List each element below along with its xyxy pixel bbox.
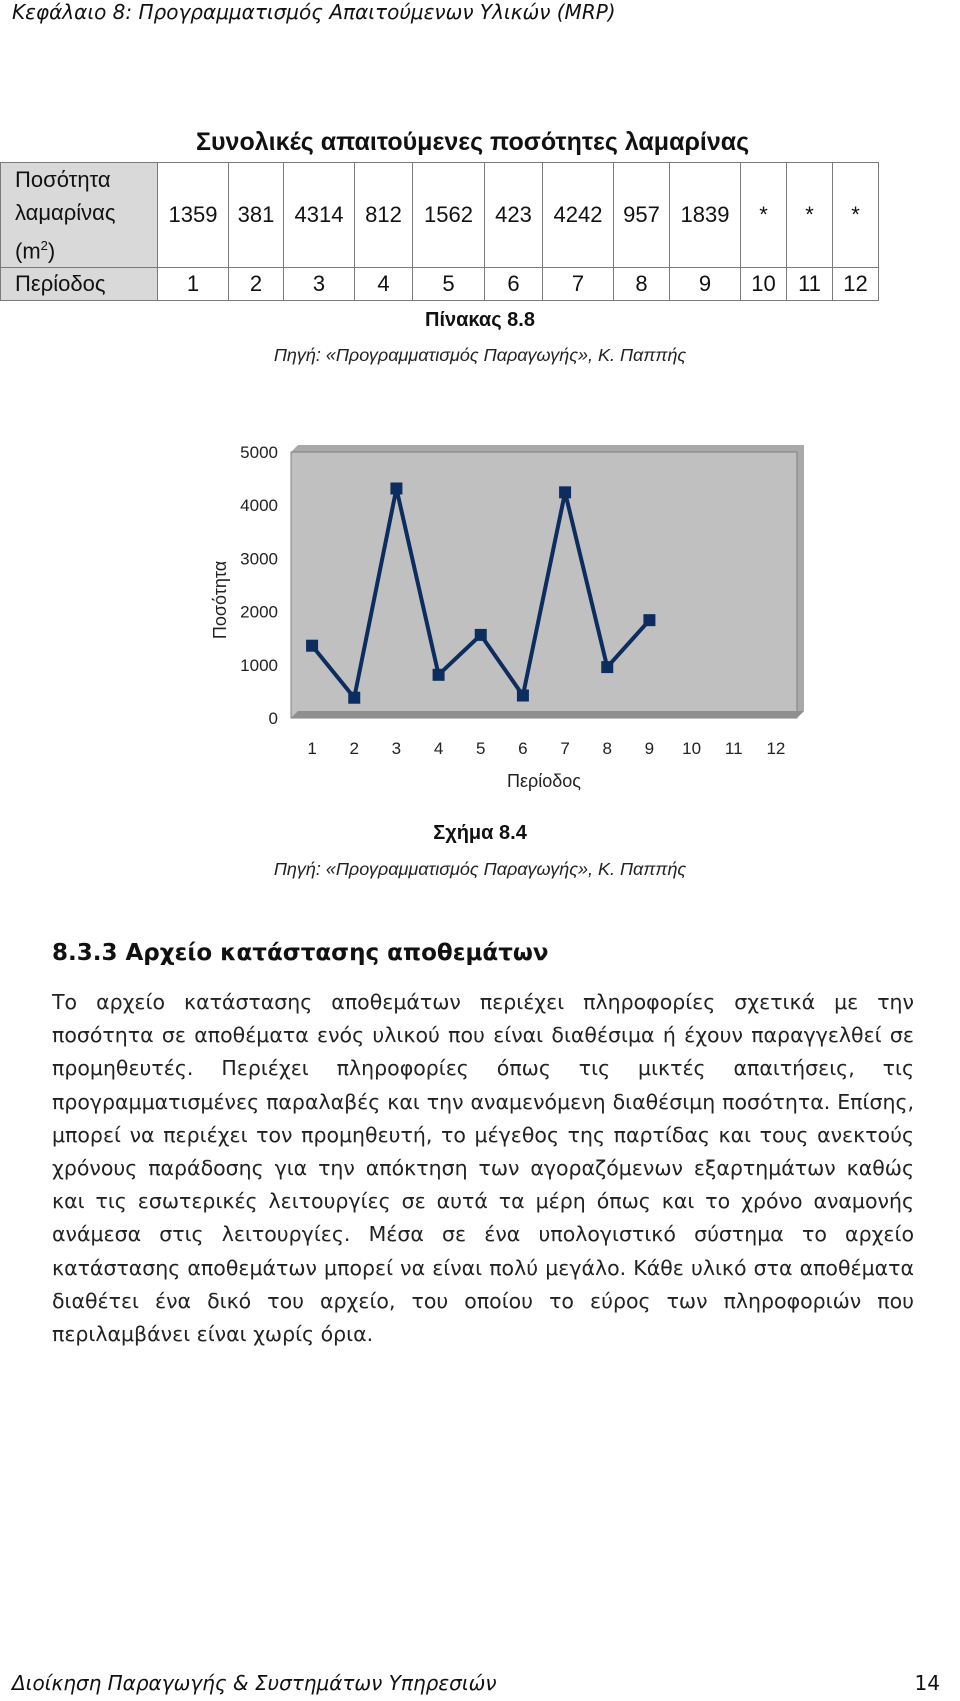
footer-title: Διοίκηση Παραγωγής & Συστημάτων Υπηρεσιών [12, 1671, 497, 1695]
x-tick-label: 12 [766, 739, 786, 758]
y-tick-label: 3000 [240, 549, 278, 569]
quantity-line-chart [0, 0, 960, 800]
x-tick-label: 7 [560, 739, 570, 758]
data-point-marker [559, 486, 571, 498]
period-cell: 12 [833, 268, 879, 301]
data-point-marker [601, 661, 613, 673]
x-tick-label: 4 [433, 739, 444, 758]
quantity-cell: 4242 [543, 163, 614, 268]
label-line: ) [47, 238, 56, 264]
table-caption: Πίνακας 8.8 [425, 309, 535, 331]
x-tick-label: 5 [476, 739, 486, 758]
x-tick-label: 9 [644, 739, 655, 758]
quantity-cell: * [833, 163, 879, 268]
quantity-cell: 1359 [158, 163, 229, 268]
x-tick-label: 3 [391, 739, 402, 758]
quantity-cell: 423 [485, 163, 543, 268]
y-tick-label: 1000 [240, 655, 278, 675]
x-tick-label: 1 [307, 739, 317, 758]
table-source: Πηγή: «Προγραμματισμός Παραγωγής», Κ. Παππής [273, 345, 687, 365]
y-axis-title: Ποσότητα [210, 560, 230, 640]
y-tick-label: 4000 [240, 496, 278, 516]
period-cell: 9 [670, 268, 741, 301]
page-number: 14 [914, 1671, 940, 1695]
data-point-marker [517, 689, 529, 701]
period-cell: 6 [485, 268, 543, 301]
data-point-marker [306, 640, 318, 652]
quantity-cell: 1839 [670, 163, 741, 268]
x-tick-label: 2 [349, 739, 359, 758]
x-axis-title: Περίοδος [507, 771, 581, 791]
period-cell: 11 [787, 268, 833, 301]
quantity-cell: 812 [355, 163, 413, 268]
period-cell: 10 [741, 268, 787, 301]
figure-caption: Σχήμα 8.4 [433, 822, 527, 844]
data-point-marker [390, 482, 402, 494]
period-cell: 2 [229, 268, 284, 301]
plot-floor [291, 711, 804, 718]
y-tick-label: 5000 [240, 443, 278, 462]
table-title: Συνολικές απαιτούμενες ποσότητες λαμαρίνας [196, 128, 750, 156]
figure-source: Πηγή: «Προγραμματισμός Παραγωγής», Κ. Παππής [273, 859, 687, 879]
page-footer [12, 1671, 940, 1695]
quantity-cell: 957 [614, 163, 670, 268]
quantity-cell: 381 [229, 163, 284, 268]
section-paragraph: Το αρχείο κατάστασης αποθεμάτων περιέχει πληροφορίες σχετικά με την ποσότητα σε αποθέματα ενός υλικού που είναι διαθέσιμα ή έχουν παραγγελθεί σε προμηθευτές. Περιέχει πληροφορίες όπως τις μικτές απαιτήσεις, τις προγραμματισμένες παραλαβές και την αναμενόμενη διαθέσιμη ποσότητα. Επίσης, μπορεί να περιέχει τον προμηθευτή, το μέγεθος της παρτίδας και τους ανεκτούς χρόνους παράδοσης για την απόκτηση των αγοραζόμενων εξαρτημάτων καθώς και τις εσωτερικές λειτουργίες σε αυτά τα μέρη όπως και το χρόνο αναμονής ανάμεσα στις λειτουργίες. Μέσα σε ένα υπολογιστικό σύστημα το αρχείο κατάστασης αποθεμάτων μπορεί να είναι πολύ μεγάλο. Κάθε υλικό στα αποθέματα διαθέτει ένα δικό του αρχείο, του οποίου το εύρος των πληροφοριών που περιλαμβάνει είναι χωρίς όρια. [52, 990, 914, 1347]
period-cell: 5 [413, 268, 485, 301]
period-cell: 7 [543, 268, 614, 301]
data-point-marker [433, 669, 445, 681]
page-header: Κεφάλαιο 8: Προγραμματισμός Απαιτούμενων Υλικών (MRP) [12, 0, 616, 24]
data-point-marker [643, 614, 655, 626]
x-tick-label: 8 [602, 739, 612, 758]
label-line: (m [15, 238, 41, 264]
label-line: λαμαρίνας [15, 200, 116, 225]
period-row-label: Περίοδος [1, 268, 158, 301]
y-tick-label: 2000 [240, 602, 278, 622]
data-point-marker [348, 692, 360, 704]
quantity-cell: 4314 [284, 163, 355, 268]
period-cell: 4 [355, 268, 413, 301]
period-cell: 8 [614, 268, 670, 301]
x-tick-label: 6 [518, 739, 528, 758]
y-tick-label: 0 [268, 709, 278, 728]
period-cell: 1 [158, 268, 229, 301]
quantity-cell: * [787, 163, 833, 268]
label-superscript: 2 [40, 238, 48, 253]
quantity-cell: * [741, 163, 787, 268]
period-cell: 3 [284, 268, 355, 301]
data-point-marker [475, 629, 487, 641]
x-tick-label: 10 [682, 739, 702, 758]
x-tick-label: 11 [724, 739, 743, 758]
label-line: Ποσότητα [15, 167, 111, 192]
section-heading: 8.3.3 Αρχείο κατάστασης αποθεμάτων [52, 940, 549, 966]
quantity-cell: 1562 [413, 163, 485, 268]
